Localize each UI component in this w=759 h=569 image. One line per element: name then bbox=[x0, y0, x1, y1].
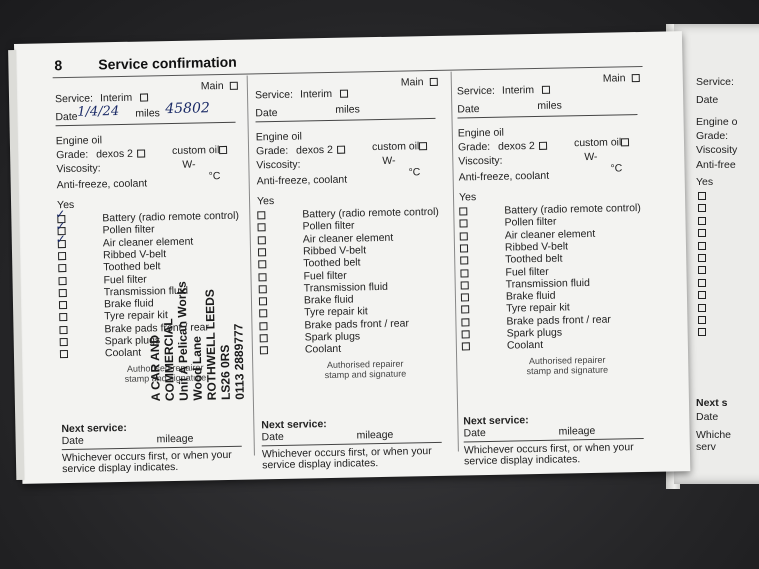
main-checkbox[interactable] bbox=[632, 74, 640, 82]
main-checkbox-wrap bbox=[227, 80, 238, 92]
np-item-checkbox[interactable] bbox=[698, 192, 706, 200]
service-item-label: Battery (radio remote control) bbox=[302, 205, 439, 221]
item-checkbox[interactable] bbox=[58, 264, 66, 272]
np-antifreeze: Anti-free bbox=[696, 159, 736, 171]
stamp-line-3: ROTHWELL LEEDS LS26 0RS bbox=[202, 289, 233, 401]
np-engine-oil: Engine o bbox=[696, 116, 738, 128]
item-checkbox[interactable] bbox=[259, 310, 267, 318]
page-header bbox=[54, 54, 237, 73]
service-item-label: Fuel filter bbox=[505, 265, 549, 279]
np-viscosity: Viscosity bbox=[696, 144, 738, 156]
grade-checkbox-wrap bbox=[334, 144, 345, 156]
next-service-date-label: Date bbox=[463, 427, 486, 440]
np-item-checkbox[interactable] bbox=[698, 291, 706, 299]
item-checkbox[interactable] bbox=[257, 224, 265, 232]
np-item-checkbox[interactable] bbox=[698, 316, 706, 324]
next-service-mileage-label: mileage bbox=[356, 428, 394, 442]
np-item-checkbox[interactable] bbox=[698, 229, 706, 237]
item-checkbox[interactable] bbox=[460, 269, 468, 277]
antifreeze-label: Anti-freeze, coolant bbox=[256, 173, 348, 188]
item-checkbox[interactable] bbox=[460, 232, 468, 240]
service-item-label: Ribbed V-belt bbox=[102, 248, 167, 262]
item-checkbox[interactable] bbox=[258, 236, 266, 244]
service-item-label: Toothed belt bbox=[303, 256, 361, 270]
interim-checkbox-wrap bbox=[137, 91, 148, 103]
item-checkbox[interactable] bbox=[459, 207, 467, 215]
service-item-label: Brake pads front / rear bbox=[506, 313, 611, 328]
grade-label: Grade: bbox=[255, 144, 289, 158]
main-label: Main bbox=[602, 72, 626, 85]
item-checkbox[interactable] bbox=[459, 220, 467, 228]
interim-checkbox[interactable] bbox=[542, 86, 550, 94]
service-item-label: Brake fluid bbox=[505, 289, 556, 303]
main-checkbox[interactable] bbox=[430, 78, 438, 86]
service-item-label: Air cleaner element bbox=[504, 227, 596, 242]
page-title: Service confirmation bbox=[98, 53, 237, 73]
service-item-label: Coolant bbox=[104, 346, 142, 360]
item-checkbox[interactable] bbox=[59, 301, 67, 309]
viscosity-label: Viscosity: bbox=[256, 158, 301, 172]
yes-label: Yes bbox=[256, 195, 275, 208]
celsius-unit: °C bbox=[408, 166, 421, 179]
miles-label: miles bbox=[135, 107, 160, 120]
grade-value: dexos 2 bbox=[497, 140, 535, 153]
np-item-checkbox[interactable] bbox=[698, 304, 706, 312]
item-checkbox[interactable] bbox=[59, 313, 67, 321]
item-checkbox[interactable] bbox=[460, 244, 468, 252]
item-checkbox[interactable] bbox=[460, 257, 468, 265]
date-rule bbox=[457, 114, 637, 118]
miles-label: miles bbox=[335, 103, 360, 116]
service-item-label: Pollen filter bbox=[102, 223, 155, 237]
service-item-label: Brake pads front / rear bbox=[304, 317, 410, 332]
np-item-checkbox[interactable] bbox=[698, 266, 706, 274]
interim-checkbox-wrap bbox=[337, 88, 348, 100]
main-checkbox-wrap bbox=[629, 72, 640, 84]
page-number: 8 bbox=[54, 57, 63, 74]
item-checkbox[interactable] bbox=[259, 297, 267, 305]
custom-oil-checkbox-wrap bbox=[618, 136, 629, 148]
custom-oil-label: custom oil bbox=[371, 140, 420, 154]
np-service: Service: bbox=[696, 76, 734, 88]
main-checkbox[interactable] bbox=[230, 82, 238, 90]
date-label: Date bbox=[255, 106, 278, 120]
stamp-line-2: Unit A Pelican Works Wood Lane bbox=[174, 281, 205, 401]
interim-label: Interim bbox=[501, 84, 535, 97]
grade-checkbox-wrap bbox=[134, 148, 145, 160]
whichever-text: Whichever occurs first, or when your service display indicates. bbox=[463, 441, 634, 468]
viscosity-w: W- bbox=[182, 158, 196, 171]
service-item-label: Brake fluid bbox=[103, 297, 154, 311]
stamp-line-1: A CAR AND COMMERCIAL bbox=[147, 318, 177, 402]
main-checkbox-wrap bbox=[427, 76, 438, 88]
service-label: Service: bbox=[54, 92, 94, 106]
service-item-label: Fuel filter bbox=[103, 272, 147, 286]
item-checkbox[interactable] bbox=[59, 289, 67, 297]
handwritten-tick-icon: ✓ bbox=[55, 231, 66, 246]
np-item-checkbox[interactable] bbox=[698, 204, 706, 212]
np-item-checkbox[interactable] bbox=[698, 242, 706, 250]
item-checkbox[interactable] bbox=[462, 330, 470, 338]
handwritten-tick-icon: ✓ bbox=[55, 219, 66, 234]
custom-oil-label: custom oil bbox=[171, 144, 220, 157]
repairer-stamp-label: Authorised repairer stamp and signature bbox=[124, 362, 207, 384]
date-handwritten: 1/4/24 bbox=[77, 103, 120, 120]
service-item-label: Brake pads front / rear bbox=[104, 320, 210, 336]
service-item-label: Coolant bbox=[506, 339, 544, 352]
viscosity-label: Viscosity: bbox=[56, 162, 101, 176]
grade-value: dexos 2 bbox=[96, 147, 134, 161]
custom-oil-checkbox[interactable] bbox=[419, 142, 427, 150]
item-checkbox[interactable] bbox=[58, 277, 66, 285]
np-item-checkbox[interactable] bbox=[698, 254, 706, 262]
service-label: Service: bbox=[456, 84, 496, 98]
date-rule bbox=[256, 118, 436, 122]
service-item-label: Ribbed V-belt bbox=[302, 244, 367, 258]
np-next-service: Next s bbox=[696, 397, 728, 409]
next-service-date-label: Date bbox=[61, 434, 84, 448]
whichever-text: Whichever occurs first, or when your service display indicates. bbox=[61, 448, 232, 476]
stamp-line-4: 0113 2889777 bbox=[231, 323, 247, 400]
item-checkbox[interactable] bbox=[258, 273, 266, 281]
engine-oil-label: Engine oil bbox=[457, 126, 505, 140]
service-item-label: Air cleaner element bbox=[302, 231, 394, 246]
repairer-stamp-label: Authorised repairer stamp and signature bbox=[324, 358, 407, 381]
custom-oil-checkbox-wrap bbox=[216, 144, 227, 156]
np-item-checkbox[interactable] bbox=[698, 328, 706, 336]
service-item-label: Brake fluid bbox=[303, 293, 354, 307]
dexos-checkbox[interactable] bbox=[337, 146, 345, 154]
dexos-checkbox[interactable] bbox=[539, 142, 547, 150]
service-booklet bbox=[14, 14, 759, 474]
custom-oil-label: custom oil bbox=[573, 136, 622, 150]
service-item-label: Spark plugs bbox=[304, 330, 361, 344]
service-item-label: Spark plugs bbox=[104, 334, 161, 348]
service-item-label: Air cleaner element bbox=[102, 235, 194, 249]
main-label: Main bbox=[200, 79, 224, 93]
viscosity-label: Viscosity: bbox=[458, 154, 503, 168]
custom-oil-checkbox[interactable] bbox=[621, 138, 629, 146]
service-item-label: Tyre repair kit bbox=[304, 305, 368, 319]
item-checkbox[interactable] bbox=[461, 306, 469, 314]
interim-checkbox[interactable] bbox=[340, 90, 348, 98]
whichever-text: Whichever occurs first, or when your service display indicates. bbox=[261, 445, 432, 472]
grade-label: Grade: bbox=[56, 148, 89, 162]
column-divider-1 bbox=[247, 76, 255, 456]
miles-label: miles bbox=[537, 99, 562, 112]
next-service-label: Next service: bbox=[61, 421, 127, 436]
yes-label: Yes bbox=[56, 198, 75, 212]
service-item-label: Battery (radio remote control) bbox=[102, 209, 240, 225]
service-item-label: Spark plugs bbox=[506, 326, 563, 340]
item-checkbox[interactable] bbox=[258, 248, 266, 256]
service-item-label: Battery (radio remote control) bbox=[504, 201, 641, 217]
service-item-label: Tyre repair kit bbox=[506, 301, 570, 315]
date-rule bbox=[56, 122, 236, 126]
date-label: Date bbox=[457, 103, 480, 116]
item-checkbox[interactable] bbox=[462, 343, 470, 351]
np-date: Date bbox=[696, 94, 719, 106]
interim-checkbox-wrap bbox=[539, 84, 550, 96]
miles-handwritten: 45802 bbox=[165, 100, 210, 118]
item-checkbox[interactable] bbox=[259, 285, 267, 293]
np-item-checkbox[interactable] bbox=[698, 279, 706, 287]
service-item-label: Transmission fluid bbox=[103, 284, 189, 299]
item-checkbox[interactable] bbox=[60, 338, 68, 346]
grade-label: Grade: bbox=[457, 140, 491, 154]
celsius-unit: °C bbox=[208, 170, 221, 183]
engine-oil-label: Engine oil bbox=[255, 130, 303, 144]
service-item-label: Transmission fluid bbox=[303, 280, 389, 295]
main-label: Main bbox=[400, 76, 424, 89]
next-service-date-label: Date bbox=[261, 430, 284, 444]
viscosity-w: W- bbox=[584, 150, 598, 164]
service-item-label: Transmission fluid bbox=[505, 276, 591, 291]
service-item-label: Fuel filter bbox=[303, 269, 347, 282]
service-item-label: Toothed belt bbox=[505, 252, 563, 266]
next-service-label: Next service: bbox=[463, 414, 529, 428]
item-checkbox[interactable] bbox=[461, 318, 469, 326]
service-item-label: Ribbed V-belt bbox=[504, 240, 569, 254]
grade-checkbox-wrap bbox=[536, 140, 547, 152]
grade-value: dexos 2 bbox=[295, 143, 333, 157]
item-checkbox[interactable] bbox=[258, 260, 266, 268]
dexos-checkbox[interactable] bbox=[137, 150, 145, 158]
item-checkbox[interactable] bbox=[260, 334, 268, 342]
item-checkbox[interactable] bbox=[461, 281, 469, 289]
repairer-stamp-label: Authorised repairer stamp and signature bbox=[526, 354, 609, 377]
antifreeze-label: Anti-freeze, coolant bbox=[458, 169, 550, 184]
dealer-stamp bbox=[146, 260, 247, 402]
np-grade: Grade: bbox=[696, 130, 729, 142]
interim-label: Interim bbox=[299, 87, 333, 101]
celsius-unit: °C bbox=[610, 162, 623, 175]
antifreeze-label: Anti-freeze, coolant bbox=[56, 177, 148, 192]
interim-checkbox[interactable] bbox=[140, 94, 148, 102]
np-serv: serv bbox=[696, 441, 716, 453]
next-service-mileage-label: mileage bbox=[156, 432, 194, 446]
next-service-label: Next service: bbox=[261, 418, 327, 432]
service-item-label: Toothed belt bbox=[103, 260, 161, 274]
service-item-label: Tyre repair kit bbox=[104, 309, 168, 323]
np-item-checkbox[interactable] bbox=[698, 217, 706, 225]
item-checkbox[interactable] bbox=[257, 211, 265, 219]
service-page bbox=[14, 31, 690, 484]
next-service-mileage-label: mileage bbox=[558, 424, 596, 438]
item-checkbox[interactable] bbox=[259, 322, 267, 330]
handwritten-tick-icon: ✓ bbox=[55, 207, 66, 222]
np-ns-date: Date bbox=[696, 411, 719, 423]
date-label: Date bbox=[55, 110, 78, 124]
service-item-label: Pollen filter bbox=[302, 219, 355, 233]
np-yes: Yes bbox=[696, 176, 714, 188]
item-checkbox[interactable] bbox=[59, 326, 67, 334]
service-label: Service: bbox=[254, 88, 294, 102]
interim-label: Interim bbox=[99, 91, 133, 105]
yes-label: Yes bbox=[458, 191, 477, 204]
item-checkbox[interactable] bbox=[260, 346, 268, 354]
item-checkbox[interactable] bbox=[60, 350, 68, 358]
np-whichever: Whiche bbox=[696, 429, 732, 441]
item-checkbox[interactable] bbox=[461, 293, 469, 301]
engine-oil-label: Engine oil bbox=[55, 134, 103, 148]
service-item-label: Pollen filter bbox=[504, 215, 557, 229]
item-checkbox[interactable] bbox=[58, 252, 66, 260]
viscosity-w: W- bbox=[382, 154, 396, 167]
custom-oil-checkbox-wrap bbox=[416, 140, 427, 152]
service-item-label: Coolant bbox=[304, 343, 342, 356]
custom-oil-checkbox[interactable] bbox=[219, 146, 227, 154]
